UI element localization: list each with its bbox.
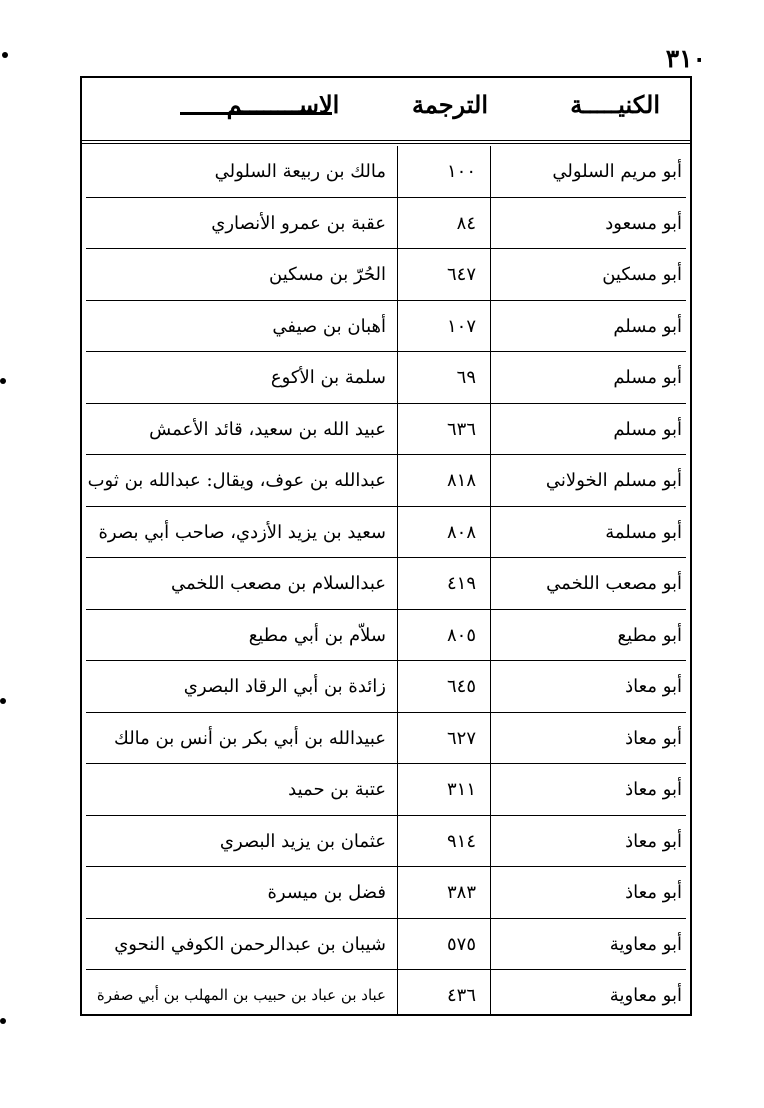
cell-ism: سلاّم بن أبي مطيع bbox=[248, 624, 386, 646]
cell-tarjama: ٨١٨ bbox=[446, 470, 476, 491]
cell-kunya: أبو مطيع bbox=[617, 624, 682, 646]
cell-kunya: أبو معاذ bbox=[625, 676, 682, 697]
cell-tarjama: ٨٤ bbox=[456, 212, 476, 234]
cell-ism: مالك بن ربيعة السلولي bbox=[214, 161, 386, 182]
cell-kunya: أبو معاذ bbox=[625, 779, 682, 800]
cell-ism: عباد بن عباد بن حبيب بن المهلب بن أبي صفرة bbox=[96, 986, 386, 1004]
cell-kunya: أبو مسلم bbox=[613, 418, 682, 440]
table-body bbox=[82, 146, 690, 1014]
cell-ism: عتبة بن حميد bbox=[288, 779, 386, 800]
cell-kunya: أبو معاذ bbox=[625, 830, 682, 852]
cell-kunya: أبو مريم السلولي bbox=[552, 161, 682, 182]
cell-ism: سعيد بن يزيد الأزدي، صاحب أبي بصرة bbox=[98, 521, 386, 543]
header-ism: الاســــــــم bbox=[174, 90, 392, 119]
cell-kunya: أبو معاذ bbox=[625, 727, 682, 749]
table-row bbox=[82, 507, 690, 559]
table-row bbox=[82, 249, 690, 301]
cell-tarjama: ٦٩ bbox=[456, 367, 476, 388]
cell-ism: عبيدالله بن أبي بكر بن أنس بن مالك bbox=[114, 727, 386, 749]
cell-kunya: أبو مسلم bbox=[613, 315, 682, 337]
table-row bbox=[82, 301, 690, 353]
cell-kunya: أبو معاذ bbox=[625, 882, 682, 903]
table-header bbox=[82, 78, 690, 144]
table-row bbox=[82, 558, 690, 610]
index-table bbox=[80, 76, 692, 1016]
table-row bbox=[82, 816, 690, 868]
cell-ism: شيبان بن عبدالرحمن الكوفي النحوي bbox=[114, 933, 386, 955]
table-row bbox=[82, 970, 690, 1022]
cell-tarjama: ٩١٤ bbox=[446, 830, 476, 852]
cell-ism: عبدالسلام بن مصعب اللخمي bbox=[170, 573, 386, 594]
cell-kunya: أبو معاوية bbox=[609, 933, 682, 955]
table-row bbox=[82, 198, 690, 250]
cell-tarjama: ٦٢٧ bbox=[446, 727, 476, 749]
cell-tarjama: ١٠٠ bbox=[446, 161, 476, 182]
cell-tarjama: ٤٣٦ bbox=[446, 985, 476, 1006]
scan-mark bbox=[0, 378, 6, 384]
cell-kunya: أبو مصعب اللخمي bbox=[546, 573, 682, 594]
scan-mark bbox=[0, 698, 6, 704]
table-row bbox=[82, 919, 690, 971]
cell-ism: عقبة بن عمرو الأنصاري bbox=[211, 212, 386, 234]
table-row bbox=[82, 713, 690, 765]
table-row bbox=[82, 867, 690, 919]
cell-kunya: أبو مسكين bbox=[602, 264, 682, 285]
header-kunya: الكنيـــــة bbox=[570, 90, 660, 119]
cell-tarjama: ٨٠٥ bbox=[446, 624, 476, 646]
cell-tarjama: ١٠٧ bbox=[446, 315, 476, 337]
cell-kunya: أبو مسلم الخولاني bbox=[545, 470, 682, 491]
table-row bbox=[82, 455, 690, 507]
cell-ism: أهبان بن صيفي bbox=[272, 315, 386, 337]
table-row bbox=[82, 661, 690, 713]
cell-ism: الحُرّ بن مسكين bbox=[269, 264, 386, 285]
table-row bbox=[82, 610, 690, 662]
cell-tarjama: ٦٤٥ bbox=[446, 676, 476, 697]
cell-tarjama: ٣١١ bbox=[446, 779, 476, 800]
cell-ism: زائدة بن أبي الرقاد البصري bbox=[183, 676, 386, 697]
cell-tarjama: ٨٠٨ bbox=[446, 521, 476, 543]
cell-kunya: أبو مسلم bbox=[613, 367, 682, 388]
table-row bbox=[82, 764, 690, 816]
header-tarjama: الترجمة bbox=[411, 90, 488, 119]
table-row bbox=[82, 404, 690, 456]
cell-tarjama: ٦٤٧ bbox=[446, 264, 476, 285]
table-row bbox=[82, 146, 690, 198]
cell-ism: عبيد الله بن سعيد، قائد الأعمش bbox=[149, 418, 386, 440]
cell-tarjama: ٦٣٦ bbox=[446, 418, 476, 440]
cell-kunya: أبو مسلمة bbox=[605, 521, 682, 543]
cell-kunya: أبو معاوية bbox=[609, 985, 682, 1006]
cell-tarjama: ٥٧٥ bbox=[446, 933, 476, 955]
cell-tarjama: ٣٨٣ bbox=[446, 882, 476, 903]
table-row bbox=[82, 352, 690, 404]
cell-tarjama: ٤١٩ bbox=[446, 573, 476, 594]
cell-ism: فضل بن ميسرة bbox=[267, 882, 386, 903]
cell-ism: سلمة بن الأكوع bbox=[270, 367, 386, 388]
cell-ism: عثمان بن يزيد البصري bbox=[219, 830, 386, 852]
scan-mark bbox=[0, 1018, 6, 1024]
page-number: ٣١٠ bbox=[665, 44, 706, 73]
scan-mark bbox=[2, 52, 8, 58]
cell-ism: عبدالله بن عوف، ويقال: عبدالله بن ثوب bbox=[87, 470, 386, 491]
cell-kunya: أبو مسعود bbox=[605, 212, 682, 234]
